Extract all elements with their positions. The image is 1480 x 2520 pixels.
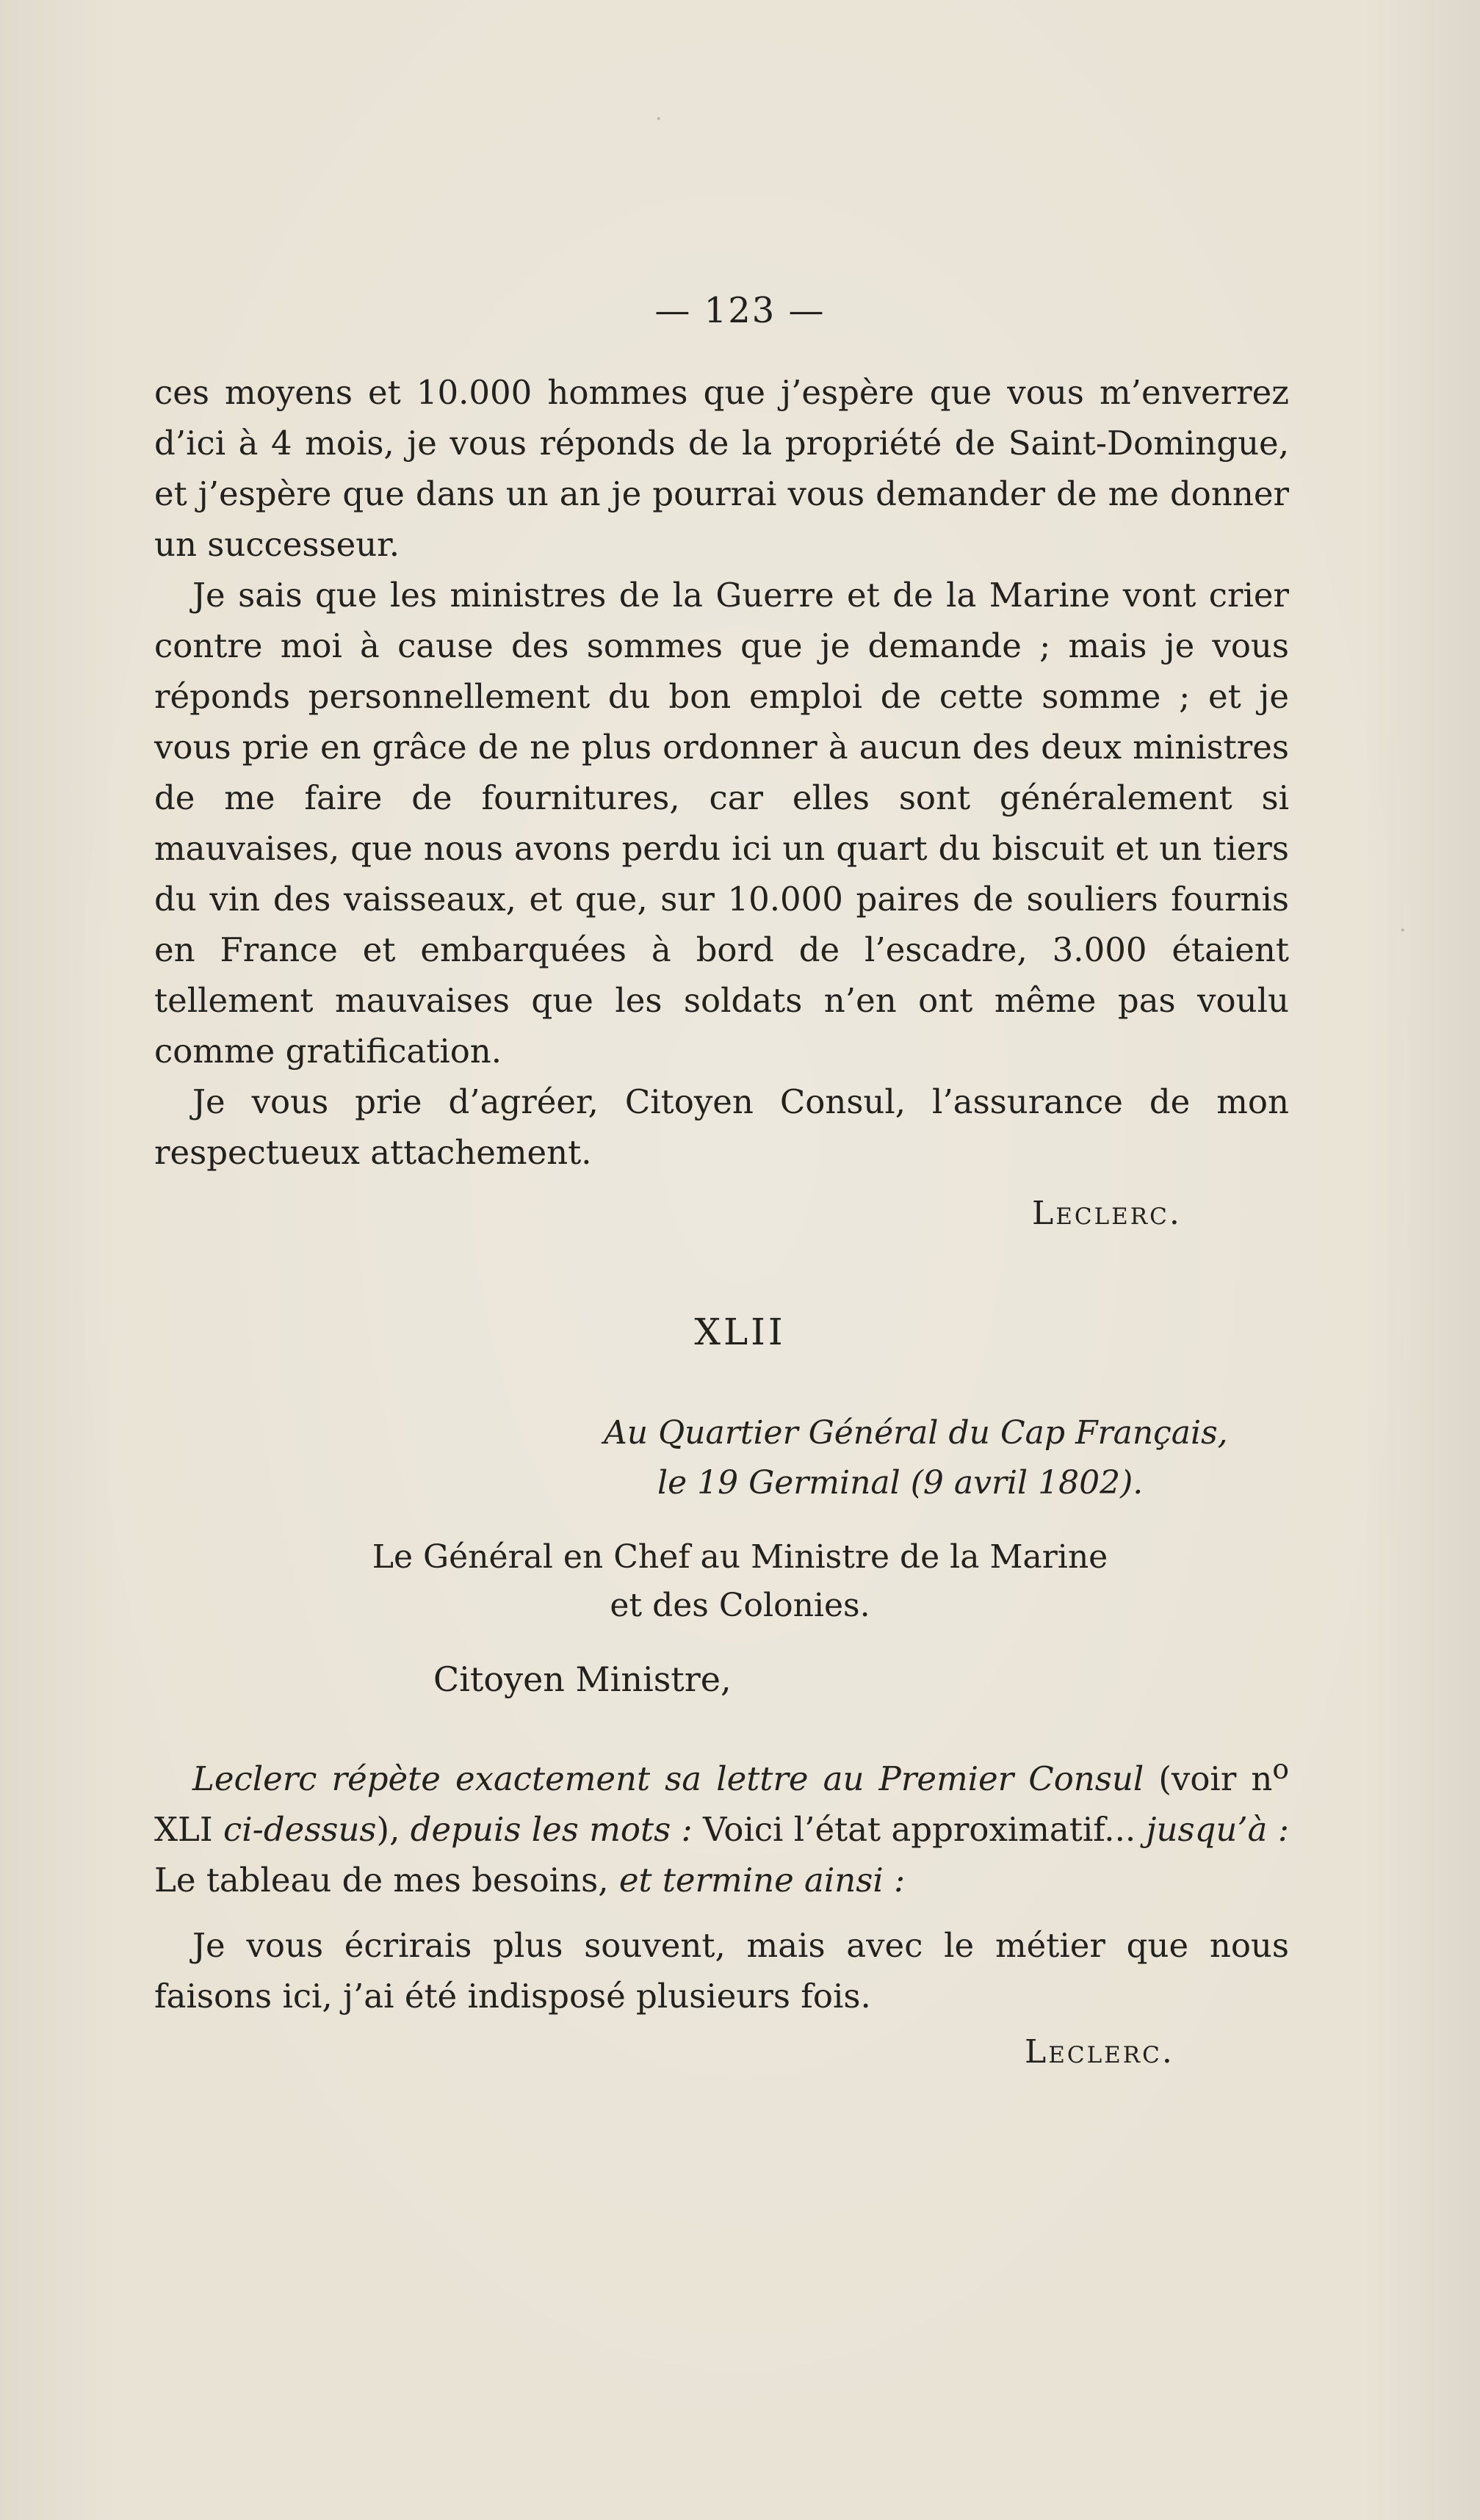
letter-two-closing-paragraph: Je vous écrirais plus souvent, mais avec le métier que nous faisons ici, j’ai été indisposé plusieurs fois. [154, 1926, 1289, 2016]
note-italic-5: et termine ainsi : [618, 1861, 906, 1900]
letter-number: XLII [694, 1311, 786, 1353]
note-italic-1: Leclerc répète exactement sa lettre au Premier Consul [192, 1759, 1144, 1798]
note-superscript: o [1272, 1753, 1289, 1785]
dateline-date: le 19 Germinal (9 avril 1802). [657, 1464, 1144, 1502]
paper-speck: · [1399, 918, 1407, 944]
note-roman-3: ), [376, 1810, 411, 1849]
letter-heading-line-1: Le Général en Chef au Ministre de la Marine [372, 1538, 1108, 1576]
letter-one-signature: Leclerc. [1032, 1195, 1182, 1232]
letter-one-paragraph-3: Je vous prie d’agréer, Citoyen Consul, l’assurance de mon respectueux attachement. [154, 1082, 1289, 1172]
note-italic-4: jusqu’à : [1146, 1810, 1289, 1849]
note-roman-2: XLI [154, 1810, 224, 1849]
dateline-place: Au Quartier Général du Cap Français, [604, 1414, 1228, 1452]
salutation: Citoyen Ministre, [433, 1659, 732, 1699]
page-number: — 123 — [654, 290, 826, 331]
note-italic-3: depuis les mots : [410, 1810, 693, 1849]
letter-heading-line-2: et des Colonies. [610, 1587, 870, 1624]
letter-one-paragraph-1: ces moyens et 10.000 hommes que j’espère que vous m’enverrez d’ici à 4 mois, je vous réponds de la propriété de Saint-Domingue, et j’espère que dans un an je pourrai vous demander de me donner un successeur. [154, 373, 1289, 564]
note-roman-5: Le tableau de mes besoins, [154, 1861, 619, 1900]
paper-speck: · [655, 106, 663, 132]
letter-one-paragraph-2: Je sais que les ministres de la Guerre et de la Marine vont crier contre moi à cause des sommes que je demande ; mais je vous réponds personnellement du bon emploi de cette somme ; et je vous prie en grâce de ne plus ordonner à aucun des deux ministres de me faire de fournitures, car elles sont généralement si mauvaises, que nous avons perdu ici un quart du biscuit et un tiers du vin des vaisseaux, et que, sur 10.000 paires de souliers fournis en France et embarquées à bord de l’escadre, 3.000 étaient tellement mauvaises que les soldats n’en ont même pas voulu comme gratification. [154, 576, 1289, 1071]
editorial-note [154, 1744, 1289, 1905]
note-italic-2: ci-dessus [223, 1810, 377, 1849]
letter-two-signature: Leclerc. [1025, 2033, 1174, 2071]
note-roman-4: Voici l’état approximatif... [692, 1810, 1147, 1849]
note-roman-1: (voir n [1144, 1759, 1273, 1798]
